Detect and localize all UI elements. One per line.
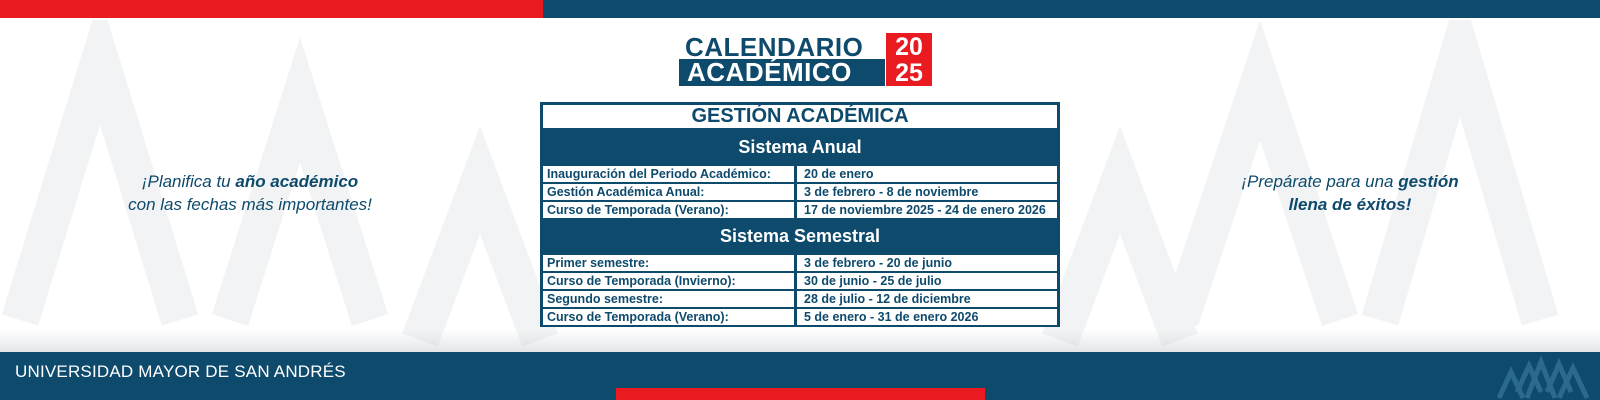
row-label: Segundo semestre: [543,291,794,307]
calendar-title [679,33,932,86]
row-value: 20 de enero [797,166,1057,182]
footer-accent-red [616,388,985,400]
left-tagline-part2: con las fechas más importantes! [128,195,372,214]
semester-rows [540,253,1060,327]
right-tagline [1200,170,1500,216]
row-label: Inauguración del Periodo Académico: [543,166,794,182]
table-heading: GESTIÓN ACADÉMICA [540,102,1060,131]
year-top: 20 [895,33,923,61]
row-label: Curso de Temporada (Verano): [543,309,794,325]
row-value: 3 de febrero - 20 de junio [797,255,1057,271]
umsa-logo-icon [1497,354,1593,400]
left-tagline-bold: año académico [235,172,359,191]
title-line-1: CALENDARIO [685,32,864,62]
footer-shadow [0,330,1600,352]
table-row [540,291,1060,309]
academic-calendar-table [540,102,1060,327]
section-semester-title: Sistema Semestral [540,220,1060,253]
right-tagline-bold2: llena de éxitos! [1288,195,1412,214]
row-value: 3 de febrero - 8 de noviembre [797,184,1057,200]
annual-rows [540,164,1060,220]
table-row [540,184,1060,202]
row-label: Curso de Temporada (Invierno): [543,273,794,289]
title-line-2: ACADÉMICO [687,57,852,87]
table-row [540,255,1060,273]
row-value: 17 de noviembre 2025 - 24 de enero 2026 [797,202,1057,218]
row-label: Curso de Temporada (Verano): [543,202,794,218]
left-tagline [100,170,400,216]
row-value: 30 de junio - 25 de julio [797,273,1057,289]
row-label: Primer semestre: [543,255,794,271]
university-name: UNIVERSIDAD MAYOR DE SAN ANDRÉS [15,362,346,381]
table-row [540,309,1060,327]
table-row [540,273,1060,291]
row-value: 5 de enero - 31 de enero 2026 [797,309,1057,325]
year-badge [886,33,932,86]
section-annual-title: Sistema Anual [540,131,1060,164]
left-tagline-part1: ¡Planifica tu [141,172,236,191]
row-label: Gestión Académica Anual: [543,184,794,200]
table-row [540,202,1060,220]
table-row [540,166,1060,184]
right-tagline-part1: ¡Prepárate para una [1241,172,1399,191]
right-tagline-bold1: gestión [1398,172,1459,191]
top-accent-blue [543,0,1600,18]
year-bottom: 25 [895,59,923,87]
top-accent-red [0,0,543,18]
row-value: 28 de julio - 12 de diciembre [797,291,1057,307]
